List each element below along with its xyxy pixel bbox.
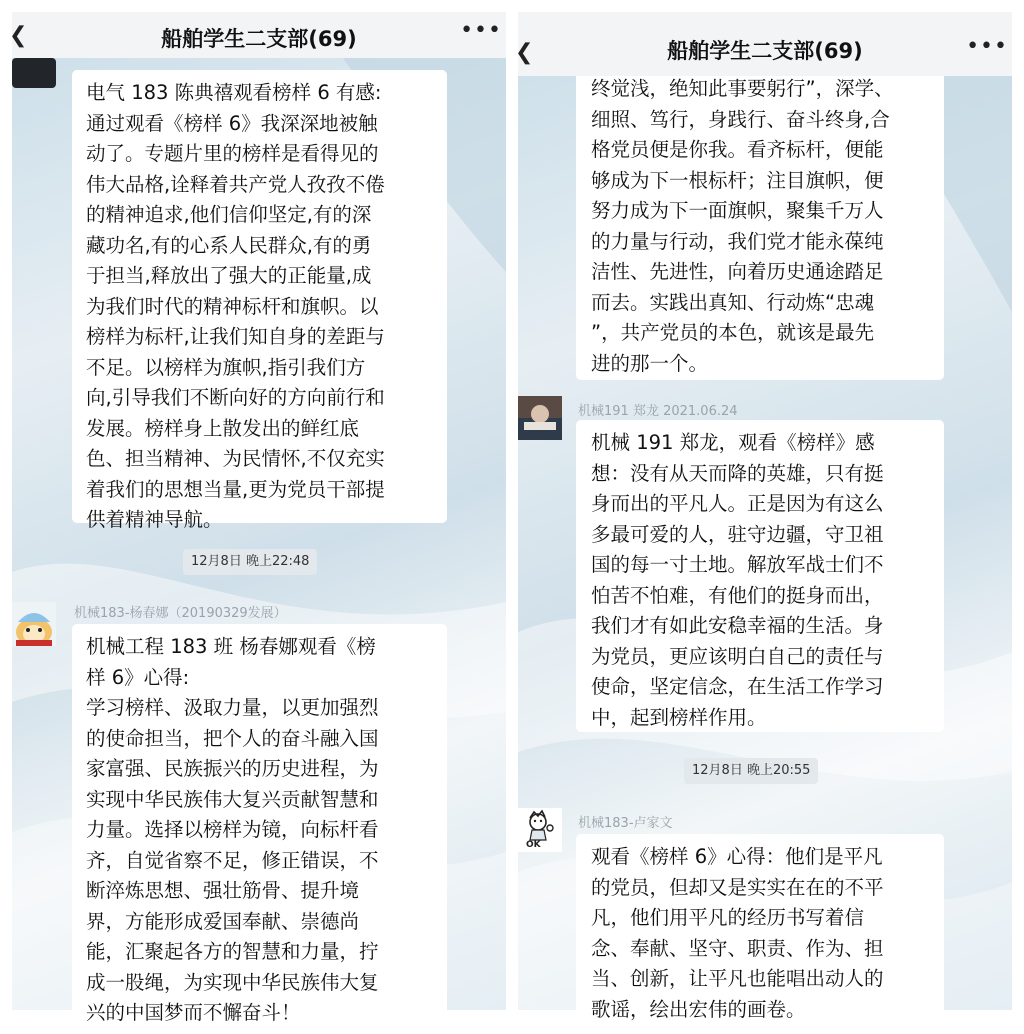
message-line: 成一股绳，为实现中华民族伟大复 bbox=[86, 970, 379, 994]
message-line: 格党员便是你我。看齐标杆，便能 bbox=[591, 138, 884, 161]
message-line: 念、奉献、坚守、职责、作为、担 bbox=[591, 936, 884, 960]
timestamp: 12月8日 晚上20:55 bbox=[684, 758, 818, 784]
message-line: 动了。专题片里的榜样是看得见的 bbox=[86, 142, 379, 165]
message-bubble bbox=[72, 624, 447, 1024]
message-line: 发展。榜样身上散发出的鲜红底 bbox=[86, 416, 360, 440]
message-line: 通过观看《榜样 6》我深深地被触 bbox=[86, 111, 378, 135]
message-line: 细照、笃行，身践行、奋斗终身,合 bbox=[591, 107, 890, 131]
message-line: 藏功名,有的心系人民群众,有的勇 bbox=[86, 233, 372, 257]
message-line: 学习榜样、汲取力量，以更加强烈 bbox=[86, 696, 379, 719]
message-line: 终觉浅，绝知此事要躬行”，深学、 bbox=[591, 77, 894, 100]
message-line: 进的那一个。 bbox=[591, 351, 709, 375]
message-line: 供着精神导航。 bbox=[86, 508, 223, 531]
message-line: 而去。实践出真知、行动炼“忠魂 bbox=[591, 290, 875, 314]
message-line: 伟大品格,诠释着共产党人孜孜不倦 bbox=[86, 172, 385, 196]
message-line: 界，方能形成爱国奉献、崇德尚 bbox=[86, 909, 360, 933]
chat-title: 船舶学生二支部(69) bbox=[161, 27, 357, 51]
chat-header bbox=[515, 12, 1012, 76]
message-line: 力量。选择以榜样为镜，向标杆看 bbox=[86, 818, 379, 841]
chat-panel-right bbox=[515, 12, 1012, 1021]
message-line: 向,引导我们不断向好的方向前行和 bbox=[86, 386, 385, 409]
message-line: 怕苦不怕难，有他们的挺身而出， bbox=[591, 583, 884, 607]
avatar-ok-label: OK bbox=[526, 840, 541, 850]
message-line: 的力量与行动，我们党才能永葆纯 bbox=[591, 229, 884, 253]
photo-avatar-icon bbox=[518, 396, 562, 440]
message-line: 着我们的思想当量,更为党员干部提 bbox=[86, 477, 385, 501]
message-line: 够成为下一根标杆；注目旗帜，便 bbox=[591, 168, 884, 192]
message-bubble bbox=[576, 68, 944, 380]
message-line: 断淬炼思想、强壮筋骨、提升境 bbox=[86, 879, 360, 902]
message-line: 兴的中国梦而不懈奋斗！ bbox=[86, 1001, 301, 1024]
message-line: 机械 191 郑龙，观看《榜样》感 bbox=[591, 431, 875, 454]
sender-name: 机械191 郑龙 2021.06.24 bbox=[578, 404, 738, 419]
message-line: 实现中华民族伟大复兴贡献智慧和 bbox=[86, 787, 379, 811]
avatar[interactable] bbox=[12, 602, 56, 646]
message-line: 当、创新，让平凡也能唱出动人的 bbox=[591, 967, 884, 990]
chat-title: 船舶学生二支部(69) bbox=[667, 39, 863, 63]
message-line: 身而出的平凡人。正是因为有这么 bbox=[591, 492, 884, 515]
timestamp: 12月8日 晚上22:48 bbox=[183, 549, 317, 575]
sender-name: 机械183-杨春娜（20190329发展） bbox=[74, 606, 287, 621]
message-line: 为党员，更应该明白自己的责任与 bbox=[591, 644, 884, 668]
message-bubble bbox=[576, 420, 944, 732]
message-line: 电气 183 陈典禧观看榜样 6 有感: bbox=[86, 81, 382, 104]
message-line: 于担当,释放出了强大的正能量,成 bbox=[86, 264, 372, 287]
message-line: 歌谣，绘出宏伟的画卷。 bbox=[591, 997, 806, 1021]
chat-panel-left bbox=[9, 12, 506, 1024]
more-dots-icon[interactable]: ••• bbox=[460, 18, 502, 43]
sender-name: 机械183-卢家文 bbox=[578, 816, 673, 831]
chevron-left-icon[interactable]: ❮ bbox=[9, 23, 28, 48]
message-line: 努力成为下一面旗帜，聚集千万人 bbox=[591, 199, 884, 222]
message-line: 能，汇聚起各方的智慧和力量，拧 bbox=[86, 940, 379, 963]
chevron-left-icon[interactable]: ❮ bbox=[515, 40, 534, 65]
avatar[interactable] bbox=[12, 58, 56, 88]
message-line: 使命，坚定信念，在生活工作学习 bbox=[591, 675, 884, 698]
message-bubble bbox=[576, 834, 944, 1034]
message-line: 齐，自觉省察不足，修正错误，不 bbox=[86, 848, 379, 872]
message-line: 中，起到榜样作用。 bbox=[591, 705, 767, 729]
more-dots-icon[interactable]: ••• bbox=[966, 34, 1008, 59]
message-line: 洁性、先进性，向着历史通途踏足 bbox=[591, 260, 884, 283]
chat-header bbox=[9, 12, 506, 58]
message-line: 机械工程 183 班 杨春娜观看《榜 bbox=[86, 635, 376, 658]
message-line: 不足。以榜样为旗帜,指引我们方 bbox=[86, 355, 366, 379]
message-line: 多最可爱的人，驻守边疆，守卫祖 bbox=[591, 522, 884, 546]
message-line: 榜样为标杆,让我们知自身的差距与 bbox=[86, 325, 385, 348]
message-line: 的使命担当，把个人的奋斗融入国 bbox=[86, 726, 379, 750]
message-line: 为我们时代的精神标杆和旗帜。以 bbox=[86, 294, 379, 318]
message-bubble bbox=[72, 70, 447, 531]
message-line: 家富强、民族振兴的历史进程，为 bbox=[86, 757, 379, 780]
hamster-cartoon-icon bbox=[12, 602, 56, 646]
message-line: 国的每一寸土地。解放军战士们不 bbox=[591, 553, 884, 576]
message-line: 的精神追求,他们信仰坚定,有的深 bbox=[86, 203, 372, 226]
message-line: ”，共产党员的本色，就该是最先 bbox=[591, 321, 875, 344]
avatar[interactable] bbox=[518, 808, 562, 852]
message-line: 样 6》心得: bbox=[86, 665, 190, 689]
message-line: 凡，他们用平凡的经历书写着信 bbox=[591, 906, 865, 929]
message-line: 想：没有从天而降的英雄，只有挺 bbox=[591, 461, 884, 485]
message-line: 色、担当精神、为民情怀,不仅充实 bbox=[86, 447, 385, 470]
message-line: 的党员，但却又是实实在在的不平 bbox=[591, 875, 884, 899]
message-line: 观看《榜样 6》心得：他们是平凡 bbox=[591, 845, 883, 868]
avatar[interactable] bbox=[518, 396, 562, 440]
message-line: 我们才有如此安稳幸福的生活。身 bbox=[591, 614, 884, 637]
